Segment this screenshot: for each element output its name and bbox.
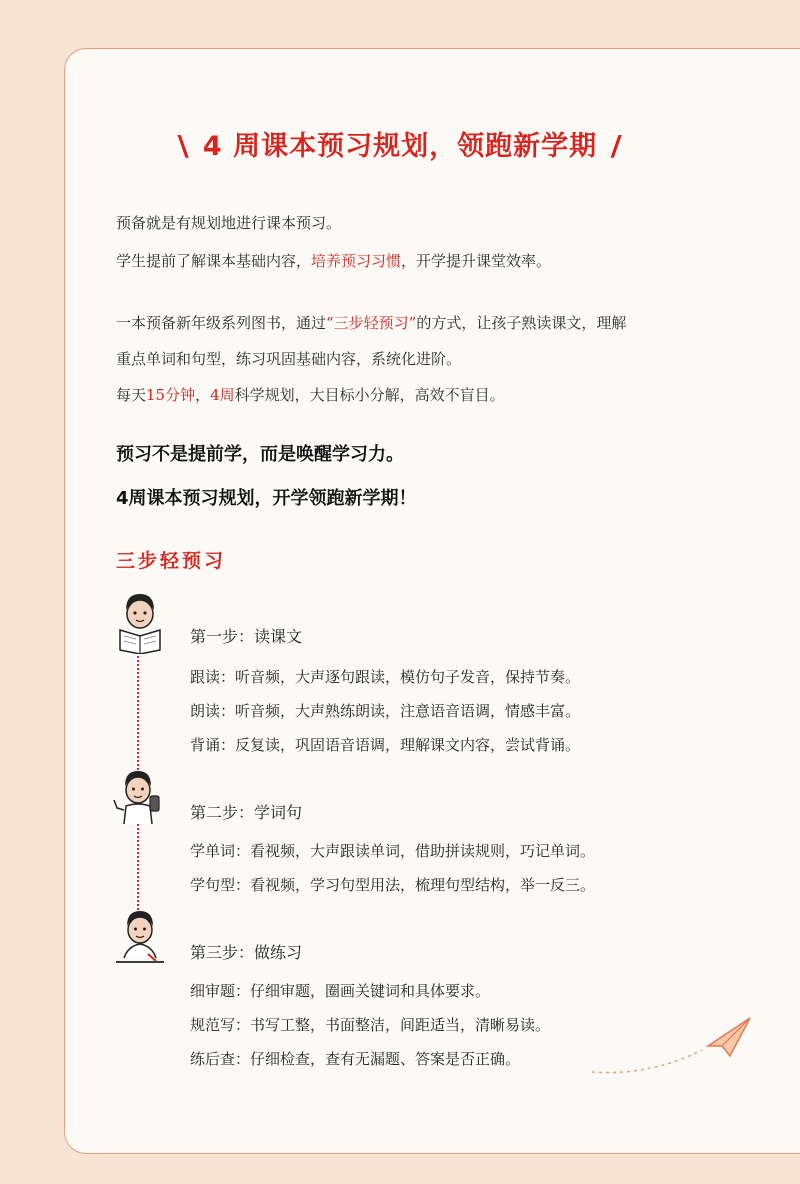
page-title: [0, 124, 800, 163]
step-1-line-1: 跟读：听音频，大声逐句跟读，模仿句子发音，保持节奏。: [190, 668, 581, 686]
slash-left-icon: \: [177, 129, 190, 162]
step-3-line-1: 细审题：仔细审题，圈画关键词和具体要求。: [190, 982, 491, 1000]
step-2-title: 第二步：学词句: [190, 803, 303, 822]
title-text: 4 周课本预习规划，领跑新学期: [202, 131, 598, 162]
slash-right-icon: /: [610, 129, 623, 162]
intro-line-4: 重点单词和句型，练习巩固基础内容，系统化进阶。: [116, 350, 462, 368]
step-2-line-1: 学单词：看视频，大声跟读单词，借助拼读规则，巧记单词。: [190, 842, 596, 860]
intro-line-3: 一本预备新年级系列图书，通过“三步轻预习”的方式，让孩子熟读课文，理解: [116, 314, 627, 332]
step-1-line-3: 背诵：反复读，巩固语音语调，理解课文内容，尝试背诵。: [190, 736, 581, 754]
step-1-title: 第一步：读课文: [190, 627, 303, 646]
step-3-line-3: 练后查：仔细检查，查有无漏题、答案是否正确。: [190, 1050, 521, 1068]
slogan-line-1: 预习不是提前学，而是唤醒学习力。: [116, 444, 404, 465]
highlight-method: “三步轻预习”: [326, 314, 417, 332]
slogan-line-2: 4周课本预习规划，开学领跑新学期！: [116, 488, 417, 509]
step-3-title: 第三步：做练习: [190, 943, 303, 962]
boy-reading-icon: [110, 590, 170, 654]
step-1-line-2: 朗读：听音频，大声熟练朗读，注意语音语调，情感丰富。: [190, 702, 581, 720]
highlight-weeks: 4周: [210, 386, 235, 404]
step-2-line-2: 学句型：看视频，学习句型用法，梳理句型结构，举一反三。: [190, 876, 596, 894]
intro-line-2: 学生提前了解课本基础内容，培养预习习惯，开学提升课堂效率。: [116, 252, 552, 270]
boy-phone-icon: [108, 766, 168, 830]
step-3-line-2: 规范写：书写工整，书面整洁，间距适当，清晰易读。: [190, 1016, 551, 1034]
paper-plane-icon: [590, 1010, 760, 1080]
boy-writing-icon: [110, 906, 170, 970]
highlight-habit: 培养预习习惯: [311, 252, 402, 270]
section-title: 三步轻预习: [116, 550, 227, 572]
highlight-minutes: 15分钟: [146, 386, 196, 404]
intro-line-1: 预备就是有规划地进行课本预习。: [116, 214, 342, 232]
intro-line-5: 每天15分钟，4周科学规划，大目标小分解，高效不盲目。: [116, 386, 505, 404]
